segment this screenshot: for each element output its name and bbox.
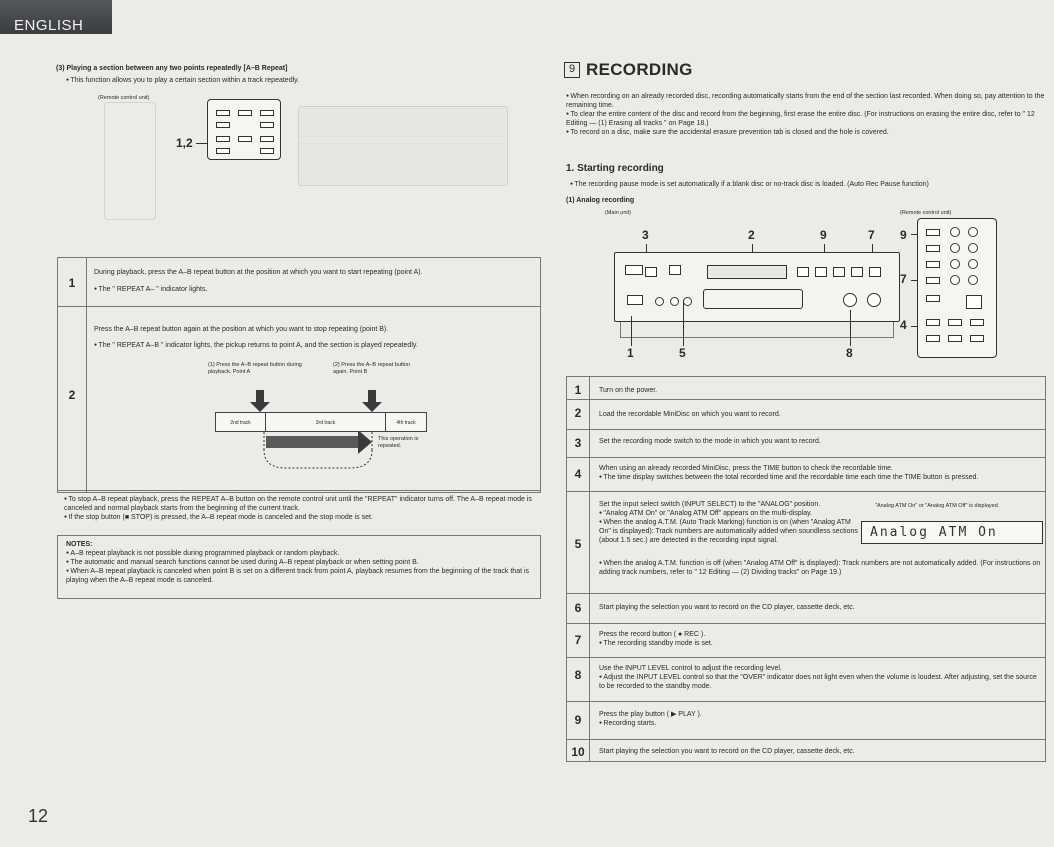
rec-button — [851, 267, 863, 277]
step-number: 6 — [574, 601, 582, 615]
deck-button — [669, 265, 681, 275]
callout-number: 9 — [900, 228, 907, 242]
main-unit-label: (Main unit) — [605, 210, 631, 216]
recording-intro — [566, 92, 1046, 137]
step-number: 5 — [574, 537, 582, 551]
step-text: Start playing the selection you want to record on the CD player, cassette deck, etc. — [599, 748, 855, 755]
track-cell: 3rd track — [266, 413, 386, 431]
deck-knob-small — [655, 297, 664, 306]
step-text: When using an already recorded MiniDisc, press the TIME button to check the recordable time. — [599, 465, 894, 472]
stop-note: ● If the stop button (■ STOP) is pressed, the A–B repeat mode is canceled and the stop mode is set. — [64, 513, 542, 522]
step-text: Set the recording mode switch to the mode in which you want to record. — [599, 438, 821, 445]
step-number: 8 — [574, 668, 582, 682]
deck-button — [815, 267, 827, 277]
remote-button — [216, 122, 230, 128]
step-bullet: ● The time display switches between the total recorded time and the recordable time each time the TIME button is pressed. — [599, 473, 1043, 482]
point-b-arrow — [362, 390, 382, 412]
remote-button — [260, 136, 274, 142]
step-text: Turn on the power. — [599, 387, 658, 394]
remote-key — [926, 295, 940, 302]
repeat-arrow-head — [358, 430, 372, 454]
input-select-switch — [627, 295, 643, 305]
callout-number: 1 — [627, 346, 634, 360]
step2-text: Press the A–B repeat button again at the position at which you want to stop repeating (point B). — [94, 326, 389, 333]
power-button — [625, 265, 643, 275]
remote-key — [966, 295, 982, 309]
remote-button — [238, 110, 252, 116]
disc-slot — [703, 289, 803, 309]
notes-title: NOTES: — [66, 541, 93, 548]
step1-bullet: ● The " REPEAT A– " indicator lights. — [94, 285, 534, 294]
remote-button — [260, 110, 274, 116]
repeat-section-bar — [266, 436, 358, 448]
step-text: Start playing the selection you want to record on the CD player, cassette deck, etc. — [599, 604, 855, 611]
remote-key — [970, 335, 984, 342]
remote-unit-label: (Remote control unit) — [900, 210, 952, 216]
step-text: Load the recordable MiniDisc on which you want to record. — [599, 411, 781, 418]
notes-box — [57, 535, 541, 599]
column-divider — [86, 258, 87, 492]
main-unit-base — [620, 322, 894, 338]
row-divider — [567, 593, 1045, 594]
section-title: RECORDING — [586, 60, 693, 79]
remote-button — [260, 148, 274, 154]
remote-key — [926, 245, 940, 252]
starting-recording-heading: 1. Starting recording — [566, 163, 664, 174]
callout-number: 9 — [820, 228, 827, 242]
row-divider — [567, 429, 1045, 430]
play-button — [869, 267, 881, 277]
step-text: Press the play button ( ▶ PLAY ). — [599, 711, 702, 718]
step-number: 2 — [68, 388, 76, 402]
remote-control-illustration — [207, 99, 281, 160]
ab-repeat-heading: (3) Playing a section between any two points repeatedly [A–B Repeat] — [56, 65, 288, 72]
figure-label-point-b: (2) Press the A–B repeat button again. Point B — [333, 362, 411, 375]
step-number: 10 — [571, 745, 585, 759]
remote-key — [948, 335, 962, 342]
player-background-illustration — [298, 106, 508, 186]
intro-item: ● When recording on an already recorded disc, recording automatically starts from the end of the section last recorded. When doing so, pay attention to the remaining time. — [566, 92, 1046, 110]
play-key — [926, 229, 940, 236]
step-bullet: ● The recording standby mode is set. — [599, 639, 1043, 648]
step-number: 2 — [574, 406, 582, 420]
return-path — [264, 450, 372, 468]
step-bullet: ● Recording starts. — [599, 719, 1043, 728]
row-divider — [567, 657, 1045, 658]
remote-key — [926, 261, 940, 268]
figure-label-point-a: (1) Press the A–B repeat button during playback. Point A — [208, 362, 302, 375]
row-divider — [567, 739, 1045, 740]
deck-button — [645, 267, 657, 277]
remote-key — [926, 335, 940, 342]
remote-key — [968, 227, 978, 237]
recording-title — [564, 60, 693, 80]
recording-steps-table — [566, 376, 1046, 762]
page-number: 12 — [28, 806, 49, 826]
row-divider — [567, 491, 1045, 492]
row-divider — [567, 457, 1045, 458]
note-item: ● The automatic and manual search functions cannot be used during A–B repeat playback or when setting point B. — [66, 558, 532, 567]
deck-button — [797, 267, 809, 277]
step-text: Press the record button ( ● REC ). — [599, 631, 706, 638]
row-divider — [567, 701, 1045, 702]
track-cell: 4th track — [386, 413, 426, 431]
callout-number: 7 — [900, 272, 907, 286]
step-number: 4 — [574, 467, 582, 481]
step-number: 9 — [574, 713, 582, 727]
remote-callout-number: 1,2 — [176, 136, 193, 150]
step-number: 1 — [574, 383, 582, 397]
step-bullet: ● Adjust the INPUT LEVEL control so that the "OVER" indicator does not light even when the volume is loudest. After adjusting, set the source to be recorded to the standby mode. — [599, 673, 1043, 691]
remote-button — [238, 136, 252, 142]
step-bullet: ● When the analog A.T.M. (Auto Track Marking) function is on (when "Analog ATM On" is displayed): Track numbers are automatically added when soundless sections (about 1.5 sec.) are detected in the recording input signal. — [599, 518, 861, 545]
callout-number: 5 — [679, 346, 686, 360]
deck-display — [707, 265, 787, 279]
callout-leader — [850, 310, 851, 346]
rec-key — [926, 277, 940, 284]
row-divider — [58, 490, 540, 491]
remote-key — [970, 319, 984, 326]
repeat-note: This operation is repeated. — [378, 436, 419, 449]
remote-button — [260, 122, 274, 128]
step-text: Use the INPUT LEVEL control to adjust the recording level. — [599, 665, 782, 672]
step1-text: During playback, press the A–B repeat button at the position at which you want to start repeating (point A). — [94, 269, 423, 276]
remote-control-illustration — [917, 218, 997, 358]
ab-repeat-button — [216, 136, 230, 142]
remote-key — [950, 227, 960, 237]
step-number: 3 — [574, 436, 582, 450]
remote-control-label: (Remote control unit) — [98, 95, 150, 101]
remote-button — [216, 110, 230, 116]
point-a-arrow — [250, 390, 270, 412]
step-number: 1 — [68, 276, 76, 290]
callout-number: 7 — [868, 228, 875, 242]
language-tab: ENGLISH — [0, 0, 112, 34]
ab-repeat-intro: ● This function allows you to play a certain section within a track repeatedly. — [66, 76, 536, 85]
note-item: ● A–B repeat playback is not possible during programmed playback or random playback. — [66, 549, 532, 558]
step-number: 7 — [574, 633, 582, 647]
ab-repeat-section — [56, 64, 536, 85]
callout-leader — [683, 300, 684, 346]
remote-key — [968, 259, 978, 269]
step-bullet: ● "Analog ATM On" or "Analog ATM Off" appears on the multi-display. — [599, 509, 861, 518]
step-text: Set the input select switch (INPUT SELECT) to the "ANALOG" position. — [599, 501, 821, 508]
row-divider — [58, 306, 540, 307]
remote-key — [950, 243, 960, 253]
remote-key — [948, 319, 962, 326]
remote-background-illustration — [104, 102, 156, 220]
section-number-badge: 9 — [564, 62, 580, 78]
column-divider — [589, 377, 590, 761]
note-item: ● When A–B repeat playback is canceled when point B is set on a different track from point A, playback resumes from the beginning of the track that is playing when the A–B repeat mode is canceled. — [66, 567, 532, 585]
remote-key — [968, 275, 978, 285]
multi-display-readout: Analog ATM On — [861, 521, 1043, 544]
remote-button — [216, 148, 230, 154]
callout-number: 8 — [846, 346, 853, 360]
remote-key — [968, 243, 978, 253]
input-level-knob — [843, 293, 857, 307]
row-divider — [567, 399, 1045, 400]
starting-recording-desc: ● The recording pause mode is set automatically if a blank disc or no-track disc is loaded. (Auto Rec Pause function) — [570, 180, 929, 189]
analog-recording-heading: (1) Analog recording — [566, 197, 635, 204]
deck-knob — [867, 293, 881, 307]
track-cell: 2nd track — [216, 413, 266, 431]
deck-knob-small — [683, 297, 692, 306]
callout-number: 4 — [900, 318, 907, 332]
intro-item: ● To record on a disc, make sure the accidental erasure prevention tab is closed and the hole is covered. — [566, 128, 1046, 137]
remote-key — [950, 259, 960, 269]
callout-number: 3 — [642, 228, 649, 242]
row-divider — [567, 623, 1045, 624]
stop-note: ● To stop A–B repeat playback, press the REPEAT A–B button on the remote control unit until the "REPEAT" indicator turns off. The A–B repeat mode is canceled and normal playback starts from the beginning of the current track. — [64, 495, 542, 513]
stop-notes — [64, 495, 542, 522]
intro-item: ● To clear the entire content of the disc and record from the beginning, first erase the entire disc. (For instructions on erasing the entire disc, refer to " 12 Editing — (1) Erasing all tracks " on Page 18.) — [566, 110, 1046, 128]
step-bullet: ● When the analog A.T.M. function is off (when "Analog ATM Off" is displayed): Track numbers are not automatically added. (For instructions on adding track numbers, refer to " 12 Editing — (2) Dividing tracks" on Page 19.) — [599, 559, 1043, 577]
remote-key — [950, 275, 960, 285]
main-unit-illustration — [614, 252, 900, 322]
callout-leader — [631, 316, 632, 346]
callout-number: 2 — [748, 228, 755, 242]
deck-button — [833, 267, 845, 277]
lcd-caption: "Analog ATM On" or "Analog ATM Off" is displayed. — [875, 503, 1000, 509]
track-strip — [215, 412, 427, 432]
deck-knob-small — [670, 297, 679, 306]
step2-bullet: ● The " REPEAT A–B " indicator lights, the pickup returns to point A, and the section is played repeatedly. — [94, 341, 534, 350]
time-key — [926, 319, 940, 326]
